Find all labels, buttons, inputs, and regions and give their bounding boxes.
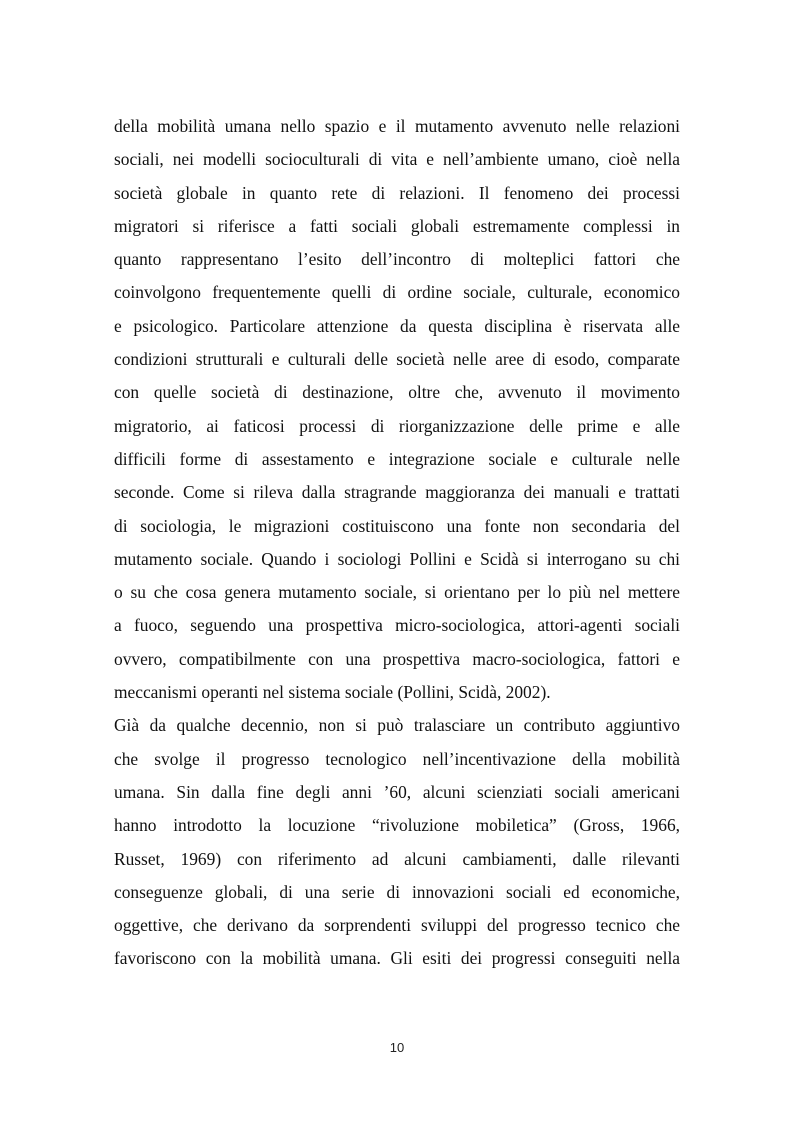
text-line: Russet, 1969) con riferimento ad alcuni cambiamenti, dalle rilevanti [114, 848, 680, 869]
text-line: mutamento sociale. Quando i sociologi Pollini e Scidà si interrogano su chi [114, 548, 680, 569]
text-line: difficili forme di assestamento e integrazione sociale e culturale nelle [114, 448, 680, 469]
text-line: migratori si riferisce a fatti sociali globali estremamente complessi in [114, 215, 680, 236]
text-line: seconde. Come si rileva dalla stragrande maggioranza dei manuali e trattati [114, 482, 680, 503]
text-line: hanno introdotto la locuzione “rivoluzione mobiletica” (Gross, 1966, [114, 815, 680, 836]
text-line: favoriscono con la mobilità umana. Gli esiti dei progressi conseguiti nella [114, 948, 680, 969]
text-line: società globale in quanto rete di relazioni. Il fenomeno dei processi [114, 182, 680, 203]
text-line: sociali, nei modelli socioculturali di vita e nell’ambiente umano, cioè nella [114, 149, 680, 170]
text-line: della mobilità umana nello spazio e il mutamento avvenuto nelle relazioni [114, 116, 680, 136]
text-line: coinvolgono frequentemente quelli di ordine sociale, culturale, economico [114, 282, 680, 303]
text-line: condizioni strutturali e culturali delle società nelle aree di esodo, comparate [114, 349, 680, 370]
text-line: conseguenze globali, di una serie di innovazioni sociali ed economiche, [114, 881, 680, 902]
text-line: Già da qualche decennio, non si può tralasciare un contributo aggiuntivo [114, 715, 680, 736]
text-line: quanto rappresentano l’esito dell’incontro di molteplici fattori che [114, 249, 680, 270]
text-line: o su che cosa genera mutamento sociale, si orientano per lo più nel mettere [114, 582, 680, 603]
text-line: ovvero, compatibilmente con una prospettiva macro-sociologica, fattori e [114, 648, 680, 669]
paragraph-1 [114, 110, 680, 709]
text-line: e psicologico. Particolare attenzione da questa disciplina è riservata alle [114, 315, 680, 336]
text-line: umana. Sin dalla fine degli anni ’60, alcuni scienziati sociali americani [114, 781, 680, 802]
text-line: di sociologia, le migrazioni costituiscono una fonte non secondaria del [114, 515, 680, 536]
page-number: 10 [389, 1040, 405, 1055]
text-line: con quelle società di destinazione, oltre che, avvenuto il movimento [114, 382, 680, 403]
text-line: meccanismi operanti nel sistema sociale (Pollini, Scidà, 2002). [114, 682, 551, 703]
text-line: migratorio, ai faticosi processi di riorganizzazione delle prime e alle [114, 415, 680, 436]
text-line: oggettive, che derivano da sorprendenti sviluppi del progresso tecnico che [114, 915, 680, 936]
text-line: a fuoco, seguendo una prospettiva micro-sociologica, attori-agenti sociali [114, 615, 680, 636]
text-line: che svolge il progresso tecnologico nell’incentivazione della mobilità [114, 748, 680, 769]
paragraph-2 [114, 709, 680, 975]
body-text [114, 110, 680, 976]
